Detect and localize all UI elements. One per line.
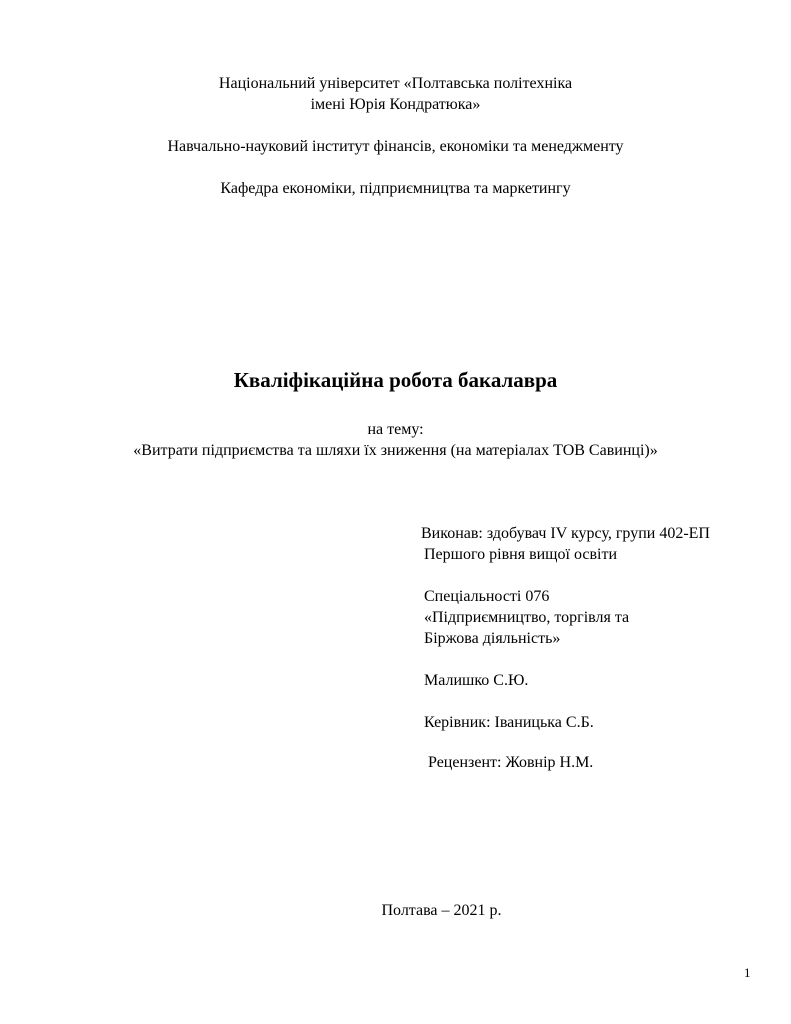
topic-label: на тему: xyxy=(367,421,424,438)
work-title: Кваліфікаційна робота бакалавра xyxy=(233,368,558,392)
reviewer: Рецензент: Жовнір Н.М. xyxy=(428,754,594,771)
student-name: Малишко С.Ю. xyxy=(424,672,529,689)
institute-name: Навчально-науковий інститут фінансів, економіки та менеджменту xyxy=(167,138,624,155)
page-number: 1 xyxy=(744,965,751,980)
specialty-name-line1: «Підприємництво, торгівля та xyxy=(424,609,630,626)
specialty-name-line2: Біржова діяльність» xyxy=(424,630,561,647)
specialty-label: Спеціальності 076 xyxy=(424,588,550,605)
topic-text: «Витрати підприємства та шляхи їх зниження (на матеріалах ТОВ Савинці)» xyxy=(133,442,658,459)
university-name-line1: Національний університет «Полтавська політехніка xyxy=(218,75,573,92)
department-name: Кафедра економіки, підприємництва та маркетингу xyxy=(220,180,571,197)
performed-by: Виконав: здобувач IV курсу, групи 402-ЕП xyxy=(421,525,710,542)
university-name-line2: імені Юрія Кондратюка» xyxy=(310,96,481,113)
city-year: Полтава – 2021 р. xyxy=(381,902,502,919)
supervisor: Керівник: Іваницька С.Б. xyxy=(424,714,594,731)
education-level: Першого рівня вищої освіти xyxy=(424,546,617,563)
